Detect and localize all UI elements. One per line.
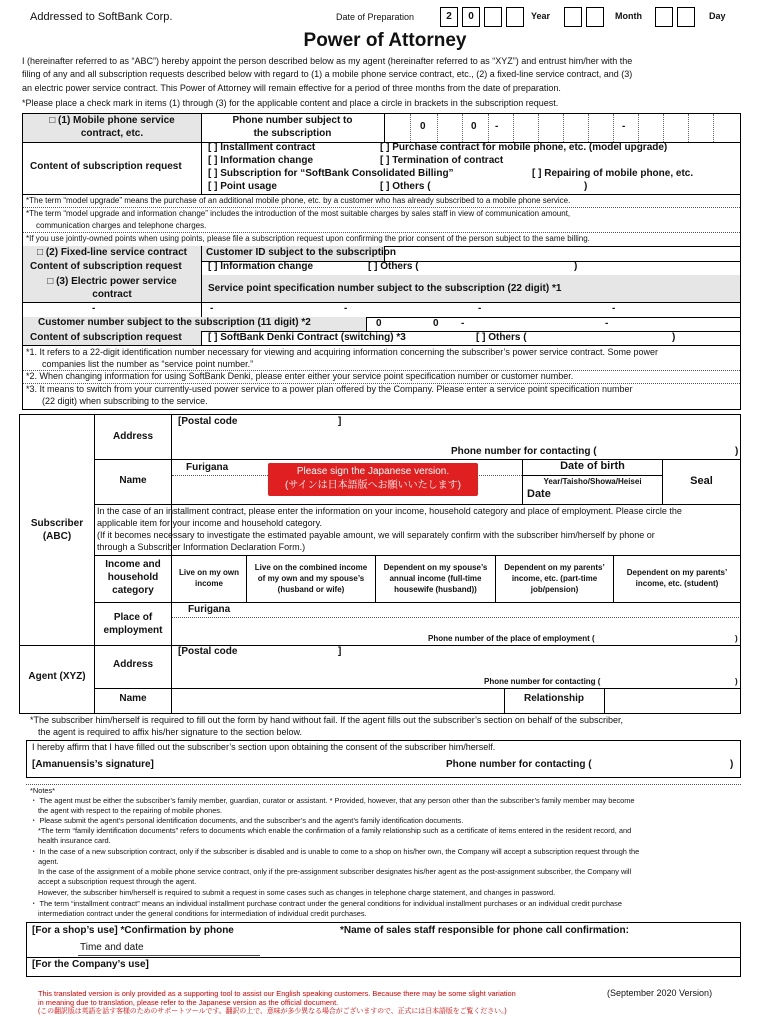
disclaimer-line-1: This translated version is only provided as a supporting tool to assist our English speaking customers. Because there may be some slight variation bbox=[38, 989, 516, 998]
fixed-close-paren: ) bbox=[574, 261, 578, 272]
subscriber-address-label: Address bbox=[112, 431, 153, 442]
amanuensis-phone-label[interactable]: Phone number for contacting ( bbox=[446, 759, 592, 770]
others-close-paren: ) bbox=[584, 181, 588, 192]
mobile-heading-line-2: contract, etc. bbox=[80, 128, 144, 139]
day-digit-1[interactable] bbox=[655, 7, 673, 27]
electric-note-1b: companies list the number as “service point number.” bbox=[42, 359, 254, 369]
agent-postal-close: ] bbox=[338, 646, 342, 657]
amanuensis-signature-label[interactable]: [Amanuensis’s signature] bbox=[32, 759, 154, 770]
subscriber-name-label: Name bbox=[119, 475, 147, 486]
fixed-content-label: Content of subscription request bbox=[30, 261, 182, 272]
time-and-date-label[interactable]: Time and date bbox=[80, 942, 144, 953]
month-digit-2[interactable] bbox=[586, 7, 604, 27]
income-cat-spouse-2: annual income (full-time bbox=[389, 574, 482, 583]
note-installment-2: intermediation contract under the general conditions for intermediation of individual credit purchases. bbox=[38, 909, 367, 918]
income-cat-parents-parttime-2: income, etc. (part-time bbox=[511, 574, 598, 583]
shop-use-label: [For a shop’s use] *Confirmation by phone bbox=[32, 925, 234, 936]
agent-name-label: Name bbox=[119, 693, 147, 704]
subscriber-postal-close: ] bbox=[338, 416, 342, 427]
month-digit-1[interactable] bbox=[564, 7, 582, 27]
opt-point-usage[interactable]: [ ] Point usage bbox=[208, 181, 277, 192]
electric-heading[interactable]: □ (3) Electric power service bbox=[47, 276, 177, 287]
customer-number-prefix: 0 bbox=[376, 318, 382, 329]
subscriber-phone-close: ) bbox=[735, 446, 739, 457]
electric-note-1: *1. It refers to a 22-digit identification number necessary for viewing and acquiring information concerning the subscriber’s power service contract. Some power bbox=[26, 347, 658, 357]
opt-purchase-contract[interactable]: [ ] Purchase contract for mobile phone, etc. (model upgrade) bbox=[380, 142, 668, 153]
subscriber-phone-label[interactable]: Phone number for contacting ( bbox=[451, 446, 597, 457]
disclaimer-line-3: (この翻訳版は英語を話す客様のためのサポートツールです。翻訳の上で、意味が多少異なる場合がございますので、正式には日本語版をご覧ください。) bbox=[38, 1008, 507, 1015]
opt-repairing[interactable]: [ ] Repairing of mobile phone, etc. bbox=[532, 168, 694, 179]
note-family-docs-2: health insurance card. bbox=[38, 836, 111, 845]
agent-address-label: Address bbox=[112, 659, 153, 670]
addressee: Addressed to SoftBank Corp. bbox=[30, 11, 173, 23]
phone-number-label: Phone number subject to bbox=[232, 115, 353, 126]
fixed-opt-others[interactable]: [ ] Others ( bbox=[368, 261, 419, 272]
phone-dash-2: - bbox=[622, 121, 626, 132]
customer-number-label: Customer number subject to the subscription (11 digit) *2 bbox=[38, 317, 311, 328]
electric-note-3: *3. It means to switch from your currently-used power service to a power plan offered by the Company. Please enter a service point specification number bbox=[26, 384, 633, 394]
day-label: Day bbox=[709, 11, 726, 21]
income-label-3: category bbox=[112, 585, 154, 596]
notes-heading: *Notes* bbox=[30, 786, 56, 795]
customer-number-second: 0 bbox=[433, 318, 439, 329]
note-new-subscription-2: agent. bbox=[38, 857, 59, 866]
electric-content-label: Content of subscription request bbox=[30, 332, 182, 343]
subscriber-side-label: Subscriber bbox=[30, 518, 84, 529]
mobile-note-1: *The term “model upgrade” means the purchase of an additional mobile phone, etc. by a customer who has already subscribed to a mobile phone service. bbox=[26, 196, 571, 205]
intro-line-3: an electric power service contract. This Power of Attorney will remain effective for a period of three months from the date of preparation. bbox=[22, 83, 561, 93]
cn-dash-2: - bbox=[605, 318, 609, 329]
phone-number-label-line-2: the subscription bbox=[253, 128, 332, 139]
sp-dash-4: - bbox=[478, 303, 482, 314]
subscriber-side-sub: (ABC) bbox=[42, 531, 72, 542]
intro-note: *Please place a check mark in items (1) through (3) for the applicable content and place a circle in brackets in the subscription request. bbox=[22, 98, 559, 108]
subscriber-furigana: Furigana bbox=[186, 462, 229, 473]
electric-note-3b: (22 digit) when subscribing to the service. bbox=[42, 396, 208, 406]
agent-postal-code[interactable]: [Postal code bbox=[178, 646, 238, 657]
note-however: However, the subscriber him/herself is required to submit a request in some cases such as changes in telephone charge statement, and changes in password. bbox=[38, 888, 556, 897]
agent-side-label: Agent (XYZ) bbox=[28, 671, 86, 682]
day-digit-2[interactable] bbox=[677, 7, 695, 27]
year-label: Year bbox=[531, 11, 551, 21]
electric-opt-others[interactable]: [ ] Others ( bbox=[476, 332, 527, 343]
service-point-label: Service point specification number subject to the subscription (22 digit) *1 bbox=[208, 283, 562, 294]
employment-furigana: Furigana bbox=[188, 604, 231, 615]
note-assignment-2: accept a subscription request through the agent. bbox=[38, 877, 197, 886]
year-digit-4[interactable] bbox=[506, 7, 524, 27]
phone-second-digit: 0 bbox=[471, 121, 477, 132]
income-label: Income and bbox=[105, 559, 161, 570]
note-installment: ・ The term “installment contract” means an individual installment purchase contract under the general conditions for individual installment purchases or an individual credit purchase bbox=[30, 899, 622, 908]
date-of-birth-label: Date of birth bbox=[560, 460, 625, 472]
mobile-note-2b: communication charges and telephone charges. bbox=[36, 221, 207, 230]
dob-date-label: Date bbox=[527, 488, 551, 500]
fixed-opt-information-change[interactable]: [ ] Information change bbox=[208, 261, 313, 272]
sp-dash-3: - bbox=[344, 303, 348, 314]
income-cat-own[interactable]: Live on my own bbox=[178, 568, 239, 577]
employment-phone-close: ) bbox=[735, 634, 738, 643]
electric-heading-line-2: contract bbox=[92, 289, 132, 300]
opt-others-mobile[interactable]: [ ] Others ( bbox=[380, 181, 431, 192]
sign-notice-en: Please sign the Japanese version. bbox=[296, 466, 450, 477]
income-cat-combined-3: (husband or wife) bbox=[277, 585, 345, 594]
employment-phone-label[interactable]: Phone number of the place of employment ( bbox=[428, 634, 595, 643]
intro-line-1: I (hereinafter referred to as “ABC”) hereby appoint the person described below as my agent (hereinafter referred to as “XYZ”) and entrust him/her with the bbox=[22, 56, 633, 66]
income-note-4: through a Subscriber Information Declaration Form.) bbox=[97, 542, 306, 552]
income-note-1: In the case of an installment contract, please enter the information on your income, household category and place of employment. Please circle the bbox=[97, 506, 682, 516]
income-cat-parents-student[interactable]: Dependent on my parents’ bbox=[626, 568, 728, 577]
mobile-note-2: *The term “model upgrade and information change” includes the introduction of the most suitable charges by sales staff in view of communication amount, bbox=[26, 209, 571, 218]
income-cat-parents-student-2: income, etc. (student) bbox=[635, 579, 719, 588]
amanuensis-note-1: *The subscriber him/herself is required to fill out the form by hand without fail. If the agent fills out the subscriber’s section on behalf of the subscriber, bbox=[30, 715, 623, 725]
intro-line-2: filing of any and all subscription requests described below with regard to (1) a mobile phone service contract, etc., (2) a fixed-line service contract, and (3) bbox=[22, 69, 633, 79]
affirm-statement: I hereby affirm that I have filled out the subscriber’s section upon obtaining the consent of the subscriber him/herself. bbox=[32, 742, 496, 752]
year-digit-3[interactable] bbox=[484, 7, 502, 27]
income-label-2: household bbox=[107, 572, 159, 583]
year-digit-1[interactable]: 2 bbox=[440, 7, 458, 27]
electric-note-2: *2. When changing information for using SoftBank Denki, please enter either your service point specification number or customer number. bbox=[26, 371, 574, 381]
employment-label: Place of bbox=[113, 612, 153, 623]
note-family-docs: *The term “family identification documents” refers to documents which enable the confirmation of a family relationship such as a certificate of items entered in the resident record, and bbox=[38, 826, 632, 835]
opt-termination[interactable]: [ ] Termination of contract bbox=[380, 155, 504, 166]
disclaimer-line-2: in meaning due to translation, please refer to the Japanese version as the official document. bbox=[38, 998, 339, 1007]
amanuensis-note-2: the agent is required to affix his/her signature to the section below. bbox=[38, 727, 302, 737]
note-agent-eligibility-2: the agent with respect to the repairing of mobile phones. bbox=[38, 806, 223, 815]
cn-dash-1: - bbox=[461, 318, 465, 329]
version-label: (September 2020 Version) bbox=[607, 988, 713, 998]
mobile-note-3: *If you use jointly-owned points when using points, please file a subscription request upon confirming the prior consent of the person subject to the same billing. bbox=[26, 234, 590, 243]
income-cat-parents-parttime[interactable]: Dependent on my parents’ bbox=[504, 563, 605, 572]
page-title: Power of Attorney bbox=[303, 30, 467, 51]
fixed-heading[interactable]: □ (2) Fixed-line service contract bbox=[37, 247, 187, 258]
agent-phone-close: ) bbox=[735, 677, 738, 686]
note-assignment: In the case of the assignment of a mobile phone service contract, only if the pre-assignment subscriber designates his/her agent as the post-assignment subscriber, the Company will bbox=[38, 867, 632, 876]
income-cat-combined-2: of my own and my spouse’s bbox=[257, 574, 365, 583]
relationship-label: Relationship bbox=[523, 693, 584, 704]
subscriber-postal-code[interactable]: [Postal code bbox=[178, 416, 238, 427]
employment-label-2: employment bbox=[103, 625, 163, 636]
income-cat-spouse-3: housewife (husband)) bbox=[394, 585, 477, 594]
note-agent-eligibility: ・ The agent must be either the subscriber’s family member, guardian, curator or assistant. * Provided, however, that any person other than the subscriber’s family member may become bbox=[30, 796, 635, 805]
note-documents: ・ Please submit the agent’s personal identification documents, and the subscriber’s and the agent’s family identification documents. bbox=[30, 816, 464, 825]
era-label: Year/Taisho/Showa/Heisei bbox=[543, 477, 642, 486]
month-label: Month bbox=[615, 11, 642, 21]
opt-information-change[interactable]: [ ] Information change bbox=[208, 155, 313, 166]
opt-installment[interactable]: [ ] Installment contract bbox=[208, 142, 316, 153]
electric-close-paren: ) bbox=[672, 332, 676, 343]
sp-dash-1: - bbox=[92, 303, 96, 314]
income-note-2: applicable item for your income and household category. bbox=[97, 518, 322, 528]
mobile-content-label: Content of subscription request bbox=[30, 161, 182, 172]
customer-id-label: Customer ID subject to the subscription bbox=[206, 247, 397, 258]
phone-prefix: 0 bbox=[420, 121, 426, 132]
note-new-subscription: ・ In the case of a new subscription contract, only if the subscriber is disabled and is unable to come to a shop on his/her own, the Company will accept a subscription request through the bbox=[30, 847, 640, 856]
income-cat-combined[interactable]: Live on the combined income bbox=[254, 563, 368, 572]
income-cat-spouse[interactable]: Dependent on my spouse’s bbox=[383, 563, 488, 572]
phone-dash-1: - bbox=[495, 121, 499, 132]
income-cat-own-2: income bbox=[194, 579, 223, 588]
mobile-heading[interactable]: □ (1) Mobile phone service bbox=[49, 115, 175, 126]
date-of-preparation-label: Date of Preparation bbox=[336, 12, 415, 22]
amanuensis-phone-close: ) bbox=[730, 759, 734, 770]
year-digit-2[interactable]: 0 bbox=[462, 7, 480, 27]
seal-label: Seal bbox=[690, 475, 713, 487]
opt-consolidated-billing[interactable]: [ ] Subscription for “SoftBank Consolidated Billing” bbox=[208, 168, 454, 179]
income-note-3: (If it becomes necessary to investigate the estimated payable amount, we will separately confirm with the subscriber him/herself by phone or bbox=[97, 530, 655, 540]
sp-dash-5: - bbox=[612, 303, 616, 314]
staff-name-label[interactable]: *Name of sales staff responsible for phone call confirmation: bbox=[340, 925, 629, 936]
agent-phone-label[interactable]: Phone number for contacting ( bbox=[484, 677, 601, 686]
sign-notice-jp: (サインは日本語版へお願いいたします) bbox=[285, 480, 461, 491]
opt-softbank-denki[interactable]: [ ] SoftBank Denki Contract (switching) *3 bbox=[208, 332, 406, 343]
income-cat-parents-parttime-3: job/pension) bbox=[530, 585, 579, 594]
company-use-label: [For the Company’s use] bbox=[32, 959, 149, 970]
sp-dash-2: - bbox=[210, 303, 214, 314]
